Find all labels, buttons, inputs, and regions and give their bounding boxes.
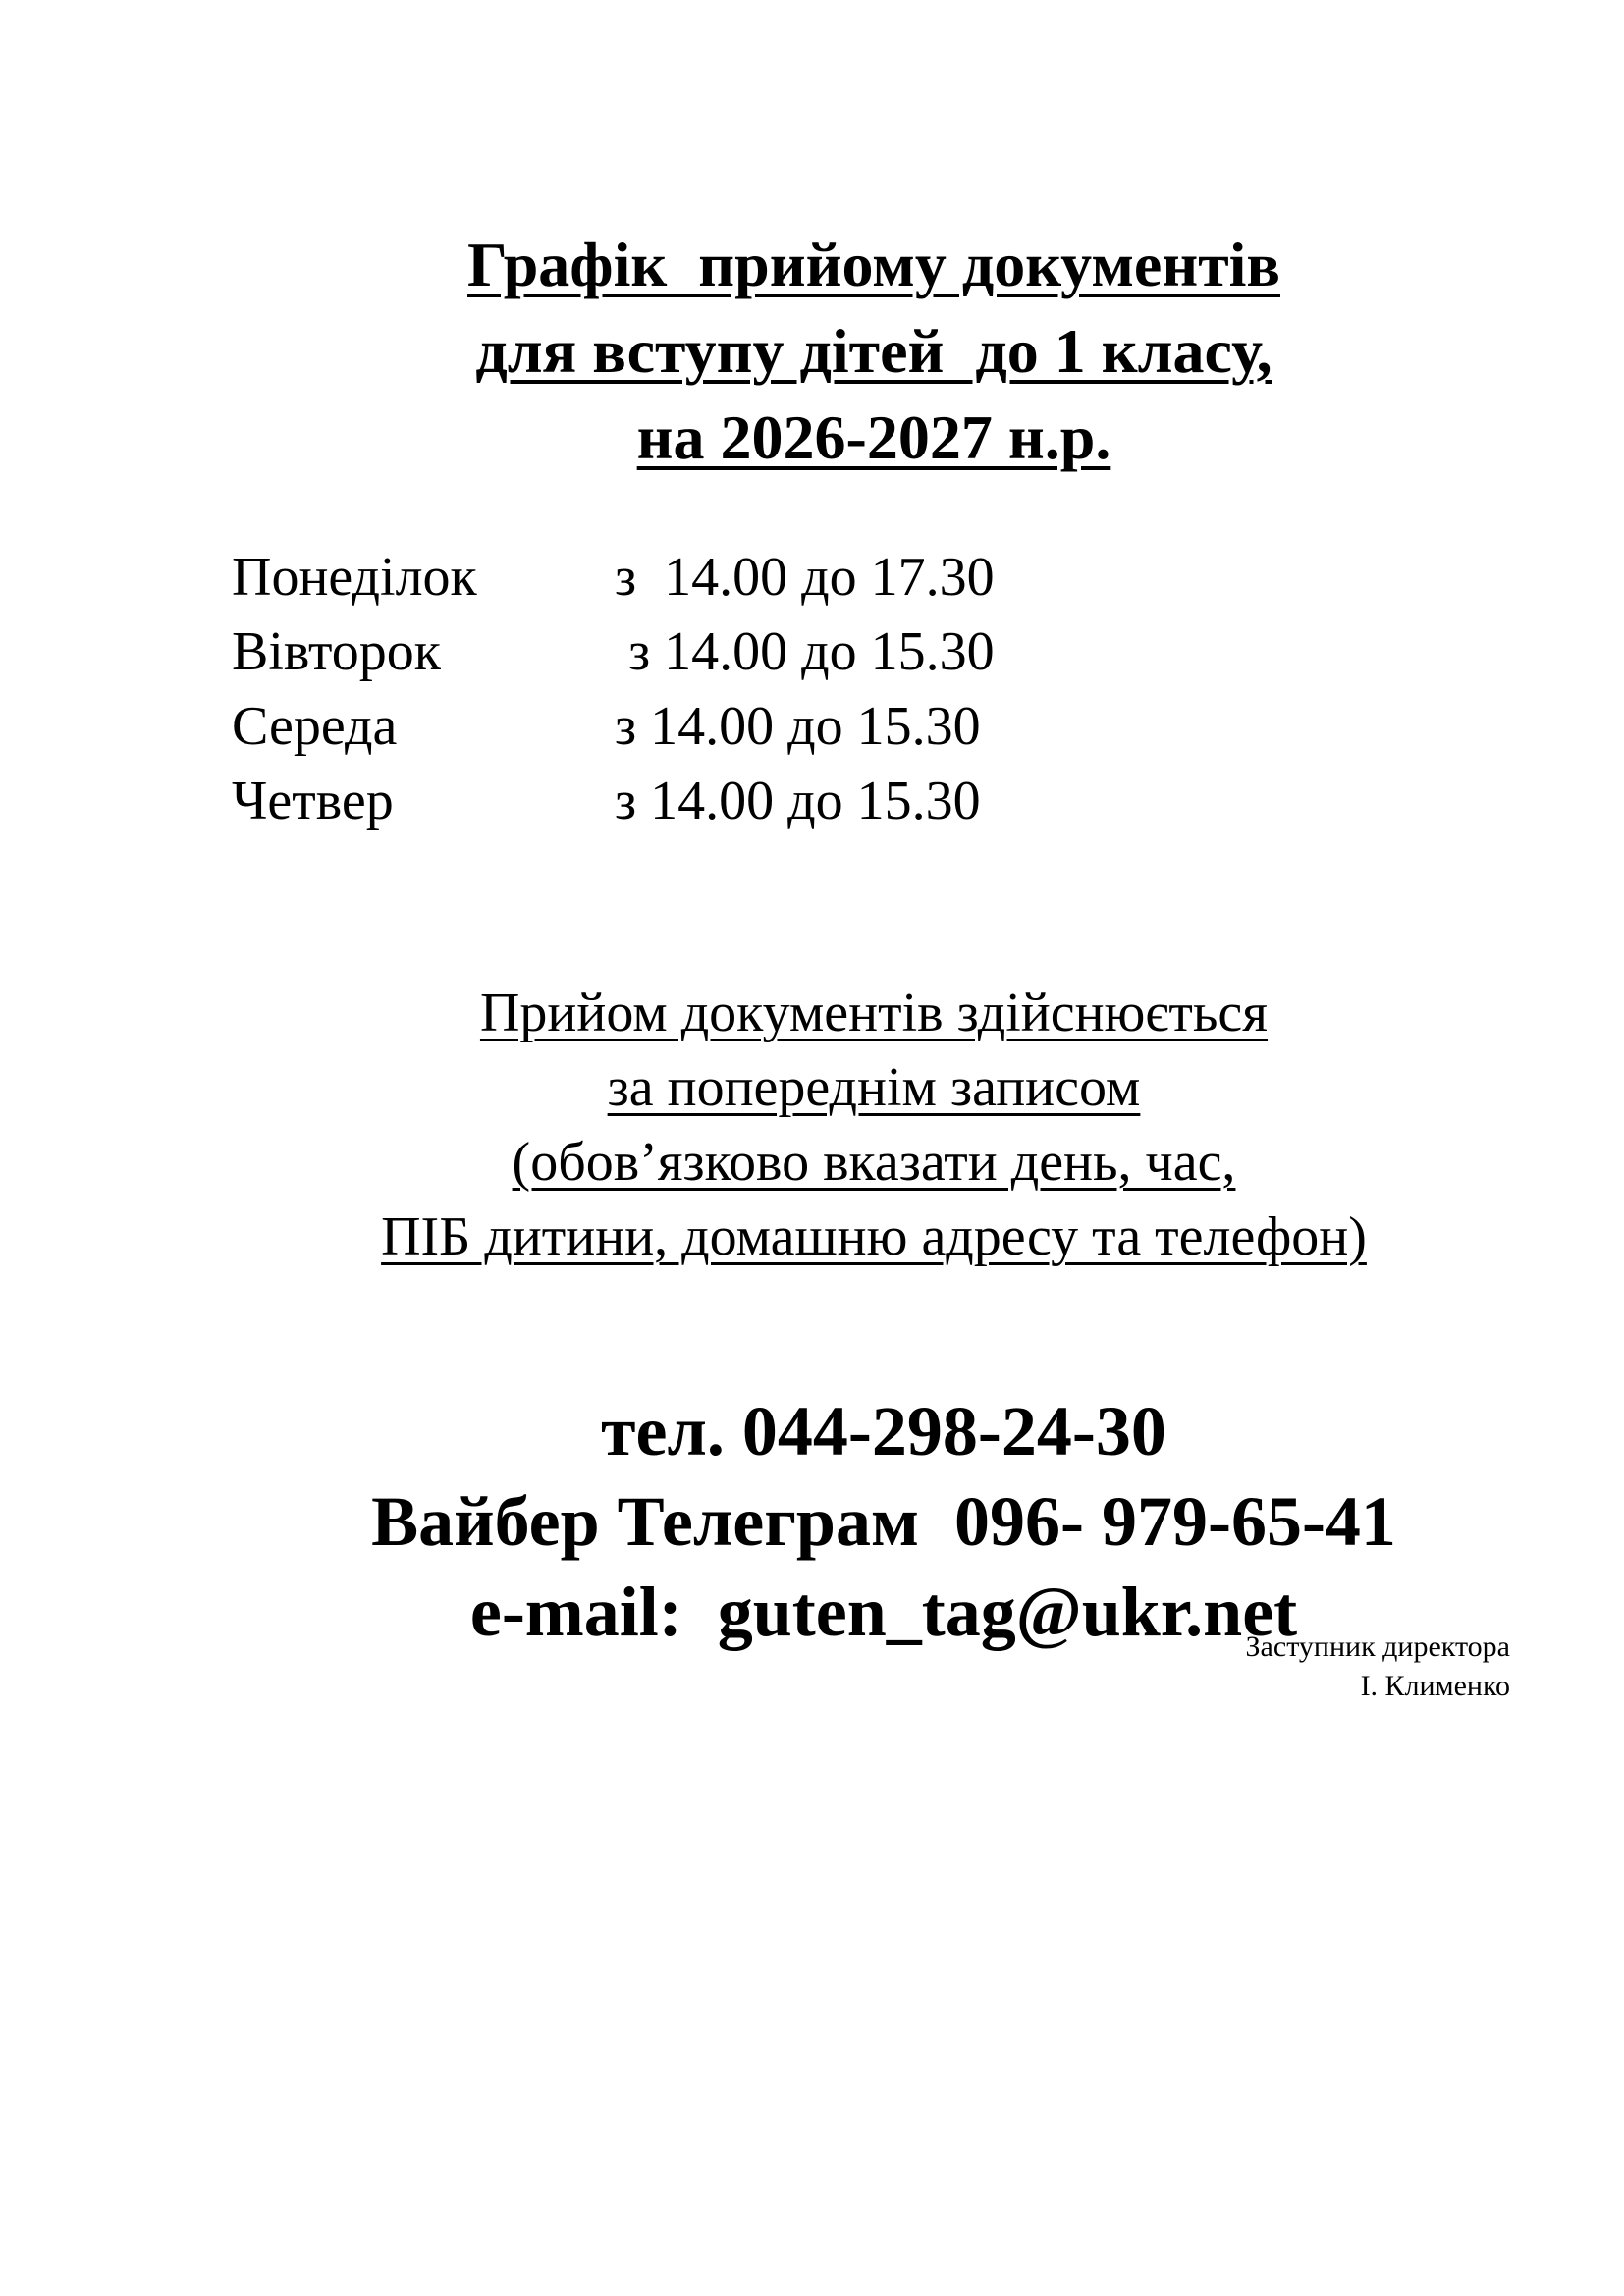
title-line-1: Графік прийому документів — [467, 230, 1280, 299]
schedule-time: з 14.00 до 15.30 — [615, 621, 995, 682]
note-line-1: Прийом документів здійснюється — [479, 983, 1269, 1043]
schedule-list — [232, 540, 1214, 838]
signature-name: І. Клименко — [1360, 1670, 1510, 1702]
schedule-day: Понеділок — [232, 547, 477, 608]
schedule-time: з 14.00 до 15.30 — [615, 696, 981, 757]
schedule-row-monday — [232, 540, 1214, 614]
note-line-4: ПІБ дитини, домашню адресу та телефон) — [381, 1206, 1367, 1267]
phone-number: тел. 044-298-24-30 — [601, 1392, 1166, 1470]
schedule-day: Вівторок — [232, 621, 441, 682]
title-line-2: для вступу дітей до 1 класу, — [475, 316, 1272, 386]
document-title — [295, 222, 1453, 481]
title-line-3: на 2026-2027 н.р. — [636, 402, 1111, 472]
schedule-time: з 14.00 до 17.30 — [615, 547, 995, 608]
signature-block — [921, 1628, 1510, 1706]
messenger-number: Вайбер Телеграм 096- 979-65-41 — [371, 1482, 1396, 1561]
schedule-day: Середа — [232, 696, 398, 757]
schedule-row-thursday — [232, 764, 1214, 838]
signature-position: Заступник директора — [1245, 1630, 1510, 1663]
contact-info — [147, 1386, 1620, 1657]
note-line-3: (обов’язково вказати день, час, — [512, 1132, 1236, 1193]
schedule-day: Четвер — [232, 771, 394, 831]
schedule-time: з 14.00 до 15.30 — [615, 771, 981, 831]
email-address: e-mail: guten_tag@ukr.net — [469, 1573, 1298, 1651]
schedule-row-tuesday — [232, 614, 1214, 689]
appointment-note — [216, 976, 1532, 1274]
note-line-2: за попереднім записом — [607, 1057, 1141, 1118]
schedule-row-wednesday — [232, 689, 1214, 764]
